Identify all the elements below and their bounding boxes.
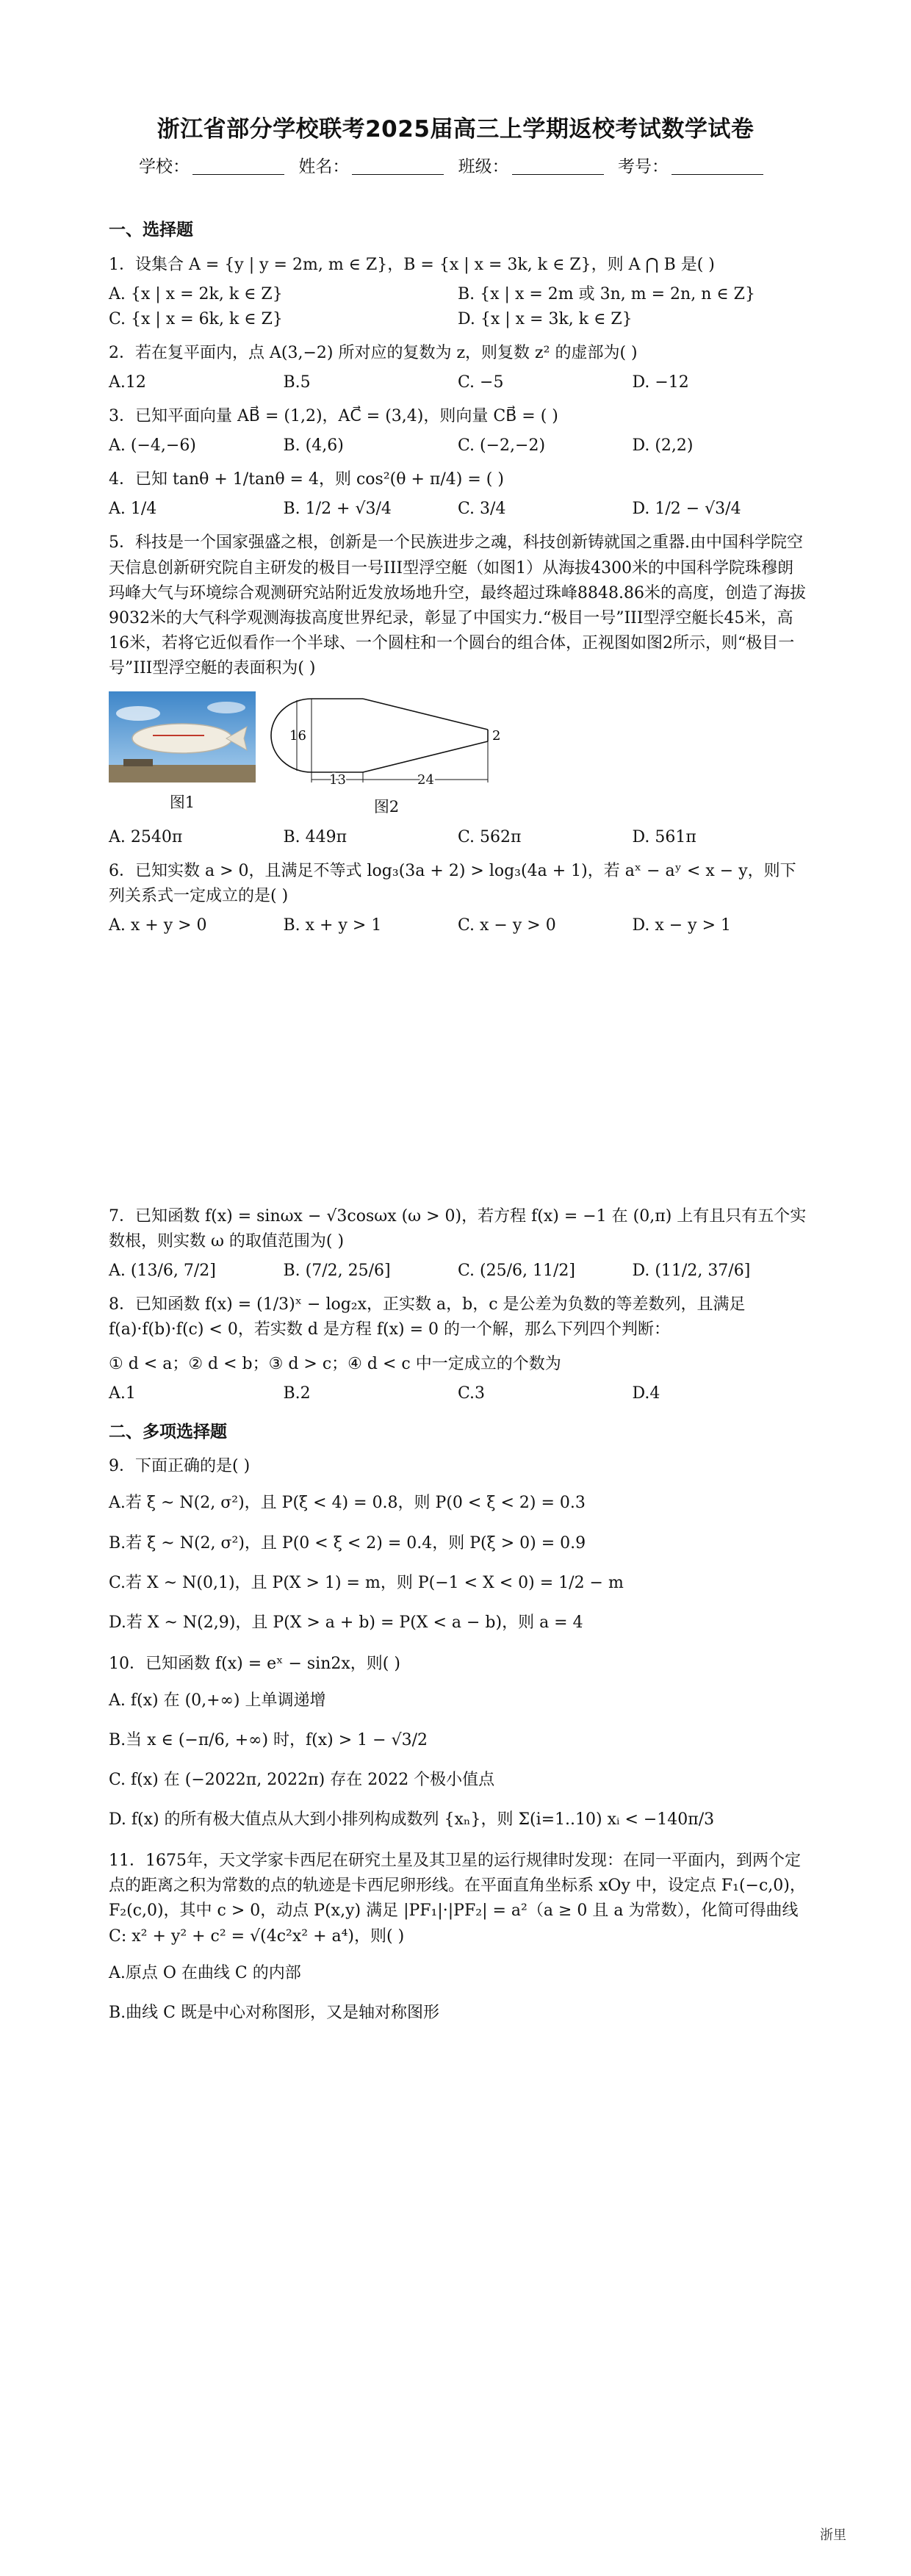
question-8-option-a[interactable]: A.1 [109,1384,136,1403]
question-5-figures [109,691,807,819]
question-5-stem: 5．科技是一个国家强盛之根，创新是一个民族进步之魂，科技创新铸就国之重器.由中国科学院空天信息创新研究院自主研发的极目一号III型浮空艇（如图1）从海拔4300米的中国科学院珠穆朗玛峰大气与环境综合观测研究站附近发放场地升空，最终超过珠峰8848.86米的高度，创造了海拔9032米的大气科学观测海拔高度世界纪录，彰显了中国实力.“极目一号”III型浮空艇长45米，高16米，若将它近似看作一个半球、一个圆柱和一个圆台的组合体，正视图如图2所示，则“极目一号”III型浮空艇的表面积为( ) [109,533,806,677]
question-1-option-d[interactable]: D. {x | x = 3k, k ∈ Z} [458,309,633,328]
question-2-stem: 2．若在复平面内，点 A(3,−2) 所对应的复数为 z，则复数 z² 的虚部为( ) [109,343,638,362]
question-5-option-a[interactable]: A. 2540π [109,827,183,846]
question-10-option-c[interactable]: C. f(x) 在 (−2022π, 2022π) 存在 2022 个极小值点 [109,1771,495,1790]
question-3-stem: 3．已知平面向量 AB⃗ = (1,2)，AC⃗ = (3,4)，则向量 CB⃗ = ( ) [109,407,558,426]
school-label: 学校： [139,157,190,176]
question-9-stem: 9．下面正确的是( ) [109,1457,251,1476]
question-9-option-a[interactable]: A.若 ξ ~ N(2, σ²)，且 P(ξ < 4) = 0.8，则 P(0 < ξ < 2) = 0.3 [109,1494,586,1513]
page-blank-space [109,946,807,1195]
question-4-option-b[interactable]: B. 1/2 + √3/4 [283,500,392,519]
question-3-options [109,433,807,458]
question-4-option-a[interactable]: A. 1/4 [109,500,157,519]
question-1-stem: 1．设集合 A = {y | y = 2m, m ∈ Z}，B = {x | x = 3k, k ∈ Z}，则 A ⋂ B 是( ) [109,255,715,274]
question-1-option-a[interactable]: A. {x | x = 2k, k ∈ Z} [109,284,283,303]
figure-2 [256,691,517,819]
figure-1 [109,691,256,815]
question-3-option-b[interactable]: B. (4,6) [283,436,344,456]
question-10-option-b[interactable]: B.当 x ∈ (−π/6, +∞) 时，f(x) > 1 − √3/2 [109,1731,428,1750]
question-5-options [109,825,807,850]
question-9-options [109,1483,807,1642]
id-label: 考号： [617,157,669,176]
question-7-option-d[interactable]: D. (11/2, 37/6] [632,1262,751,1281]
question-10-stem: 10．已知函数 f(x) = eˣ − sin2x，则( ) [109,1654,400,1673]
question-5-option-c[interactable]: C. 562π [458,827,522,846]
airship-front-view-diagram [267,691,517,787]
question-8-option-d[interactable]: D.4 [632,1384,660,1403]
question-10-option-d[interactable]: D. f(x) 的所有极大值点从大到小排列构成数列 {xₙ}，则 Σ(i=1..10) xᵢ < −140π/3 [109,1810,715,1830]
question-11-option-b[interactable]: B.曲线 C 既是中心对称图形，又是轴对称图形 [109,2003,439,2022]
dim-a-label: 13 [329,772,346,788]
question-8-judgements: ① d < a；② d < b；③ d > c；④ d < c 中一定成立的个数为 [109,1354,561,1373]
school-blank[interactable] [192,158,284,175]
dim-b-label: 24 [417,772,434,788]
question-7-stem: 7．已知函数 f(x) = sinωx − √3cosωx (ω > 0)，若方程 f(x) = −1 在 (0,π) 上有且只有五个实数根，则实数 ω 的取值范围为( ) [109,1207,807,1251]
question-1-option-c[interactable]: C. {x | x = 6k, k ∈ Z} [109,309,283,328]
question-4-options [109,497,807,522]
question-3-option-d[interactable]: D. (2,2) [632,436,694,456]
question-3-option-a[interactable]: A. (−4,−6) [109,436,196,456]
exam-content [109,204,807,2040]
question-3-option-c[interactable]: C. (−2,−2) [458,436,546,456]
question-6-option-d[interactable]: D. x − y > 1 [632,915,732,935]
question-2-option-b[interactable]: B.5 [283,373,311,392]
question-5-option-b[interactable]: B. 449π [283,827,348,846]
question-7-option-c[interactable]: C. (25/6, 11/2] [458,1262,575,1281]
figure-2-caption: 图2 [373,798,400,816]
figure-1-caption: 图1 [169,794,195,812]
page-footer-mark: 浙里 [820,2528,846,2543]
section-heading-multiple-choice: 二、多项选择题 [109,1422,227,1442]
dim-small-label: 2 [492,728,501,744]
class-blank[interactable] [512,158,604,175]
question-11-stem: 11．1675年，天文学家卡西尼在研究土星及其卫星的运行规律时发现：在同一平面内，到两个定点的距离之积为常数的点的轨迹是卡西尼卵形线。在平面直角坐标系 xOy 中，设定点 F₁(−c,0)，F₂(c,0)，其中 c > 0，动点 P(x,y) 满足 |PF₁|·|PF₂| = a²（a ≥ 0 且 a 为常数），化简可得曲线 C: x² + y² + c² = √(4c²x² + a⁴)，则( ) [109,1852,806,1946]
student-info-row [0,153,911,177]
exam-title: 浙江省部分学校联考2025届高三上学期返校考试数学试卷 [156,116,755,143]
question-8-option-c[interactable]: C.3 [458,1384,486,1403]
airship-photo-illustration [109,691,256,782]
question-8-options [109,1381,807,1406]
name-blank[interactable] [352,158,444,175]
question-6-option-b[interactable]: B. x + y > 1 [283,915,382,935]
question-8-stem: 8．已知函数 f(x) = (1/3)ˣ − log₂x，正实数 a，b，c 是公差为负数的等差数列，且满足 f(a)·f(b)·f(c) < 0，若实数 d 是方程 f(x) = 0 的一个解，那么下列四个判断： [109,1295,746,1339]
question-2-option-c[interactable]: C. −5 [458,373,504,392]
question-4-option-c[interactable]: C. 3/4 [458,500,506,519]
question-6-option-a[interactable]: A. x + y > 0 [109,915,207,935]
question-5-option-d[interactable]: D. 561π [632,827,696,846]
question-6-options [109,913,807,938]
question-9-option-c[interactable]: C.若 X ~ N(0,1)，且 P(X > 1) = m，则 P(−1 < X < 0) = 1/2 − m [109,1573,624,1592]
question-7-option-a[interactable]: A. (13/6, 7/2] [109,1262,216,1281]
question-9-option-b[interactable]: B.若 ξ ~ N(2, σ²)，且 P(0 < ξ < 2) = 0.4，则 P(ξ > 0) = 0.9 [109,1533,586,1553]
question-4-option-d[interactable]: D. 1/2 − √3/4 [632,500,741,519]
question-2-options [109,370,807,395]
question-2-option-d[interactable]: D. −12 [632,373,689,392]
question-9-option-d[interactable]: D.若 X ~ N(2,9)，且 P(X > a + b) = P(X < a − b)，则 a = 4 [109,1613,583,1632]
question-7-options [109,1259,807,1284]
question-1-option-b[interactable]: B. {x | x = 2m 或 3n, m = 2n, n ∈ Z} [458,284,755,303]
question-4-stem: 4．已知 tanθ + 1/tanθ = 4，则 cos²(θ + π/4) = ( ) [109,470,504,489]
name-label: 姓名： [298,157,350,176]
dim-height-label: 16 [289,728,306,744]
class-label: 班级： [458,157,509,176]
question-11-options [109,1954,807,2033]
question-7-option-b[interactable]: B. (7/2, 25/6] [283,1262,391,1281]
id-blank[interactable] [671,158,763,175]
question-10-option-a[interactable]: A. f(x) 在 (0,+∞) 上单调递增 [109,1691,326,1710]
question-8-option-b[interactable]: B.2 [283,1384,311,1403]
question-1-options [109,282,807,332]
question-2-option-a[interactable]: A.12 [109,373,146,392]
question-6-stem: 6．已知实数 a > 0，且满足不等式 log₃(3a + 2) > log₃(4a + 1)，若 aˣ − aʸ < x − y，则下列关系式一定成立的是( ) [109,861,796,905]
question-11-option-a[interactable]: A.原点 O 在曲线 C 的内部 [109,1963,301,1982]
section-heading-choice: 一、选择题 [109,220,193,240]
question-10-options [109,1681,807,1840]
question-6-option-c[interactable]: C. x − y > 0 [458,915,556,935]
